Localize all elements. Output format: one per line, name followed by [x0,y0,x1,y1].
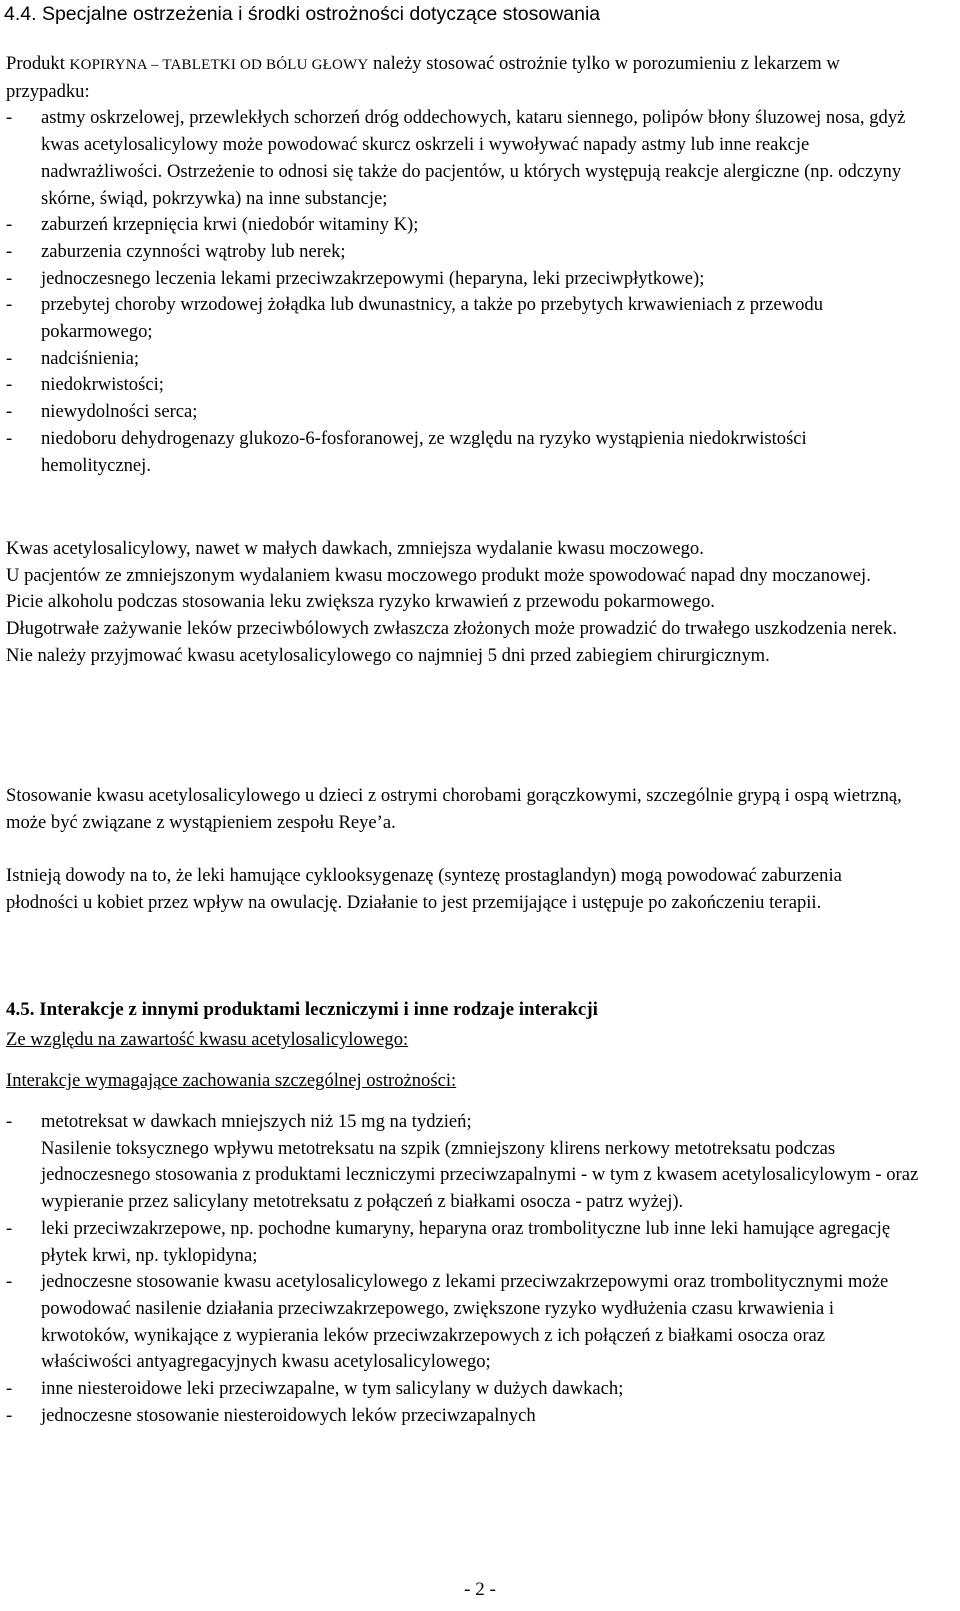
section-4-4-fertility-paragraph: Istnieją dowody na to, że leki hamujące cyklooksygenazę (syntezę prostaglandyn) mogą powodować zaburzenia płodności u kobiet przez wpływ na owulację. Działanie to jest przemijające i ustępuje po zakończeniu terapii. [6,865,842,913]
list-item: - leki przeciwzakrzepowe, np. pochodne kumaryny, heparyna oraz trombolityczne lub inne leki hamujące agregację płytek krwi, np. tyklopidyna; [6,1217,891,1266]
list-item: - zaburzeń krzepnięcia krwi (niedobór witaminy K); [6,214,419,236]
paragraph: Picie alkoholu podczas stosowania leku zwiększa ryzyko krwawień z przewodu pokarmowego. [6,591,715,613]
list-item: - nadciśnienia; [6,347,140,369]
section-4-4-paragraph-group [6,536,911,670]
paragraph: Kwas acetylosalicylowy, nawet w małych dawkach, zmniejsza wydalanie kwasu moczowego. [6,538,704,559]
section-4-4-heading: 4.4. Specjalne ostrzeżenia i środki ostrożności dotyczące stosowania [4,3,601,25]
list-item: - jednoczesne stosowanie niesteroidowych leków przeciwzapalnych [6,1404,536,1426]
page-number: - 2 - [464,1579,496,1600]
list-item: - niedoboru dehydrogenazy glukozo-6-fosforanowej, ze względu na ryzyko wystąpienia niedokrwistości hemolitycznej. [6,427,807,476]
list-item: - jednoczesnego leczenia lekami przeciwzakrzepowymi (heparyna, leki przeciwpłytkowe); [6,267,705,289]
section-4-4-intro: Produkt KOPIRYNA – TABLETKI OD BÓLU GŁOWY należy stosować ostrożnie tylko w porozumieniu z lekarzem w przypadku: [6,53,840,102]
section-4-5-subheading: Interakcje wymagające zachowania szczególnej ostrożności: [6,1070,457,1091]
paragraph: U pacjentów ze zmniejszonym wydalaniem kwasu moczowego produkt może spowodować napad dny moczanowej. [6,564,871,586]
list-item: - zaburzenia czynności wątroby lub nerek; [6,240,346,262]
list-item-detail: Nasilenie toksycznego wpływu metotreksatu na szpik (zmniejszony klirens nerkowy metotreksatu podczas jednoczesnego stosowania z produktami leczniczymi przeciwzapalnymi - w tym z kwasem acetylosalicylowym - oraz wypieranie przez salicylany metotreksatu z połączeń z białkami osocza - patrz wyżej). [41,1137,919,1213]
interactions-list [6,1109,936,1429]
paragraph: Długotrwałe zażywanie leków przeciwbólowych zwłaszcza złożonych może prowadzić do trwałego uszkodzenia nerek. [6,618,898,640]
section-4-5-subheading: Ze względu na zawartość kwasu acetylosalicylowego: [6,1029,409,1050]
list-item: - jednoczesne stosowanie kwasu acetylosalicylowego z lekami przeciwzakrzepowymi oraz trombolitycznymi może powodować nasilenie działania przeciwzakrzepowego, zwiększone ryzyko wydłużenia czasu krwawienia i krwotoków, wynikające z wypierania leków przeciwzakrzepowych z ich połączeń z białkami osocza oraz właściwości antyagregacyjnych kwasu acetylosalicylowego; [6,1271,889,1373]
list-item: - niedokrwistości; [6,374,164,396]
list-item: - przebytej choroby wrzodowej żołądka lub dwunastnicy, a także po przebytych krwawieniach z przewodu pokarmowego; [6,294,824,343]
list-item: - metotreksat w dawkach mniejszych niż 15 mg na tydzień; [6,1111,472,1132]
section-4-4-body [6,51,926,479]
product-name: KOPIRYNA – TABLETKI OD BÓLU GŁOWY [69,57,369,73]
list-item: - inne niesteroidowe leki przeciwzapalne, w tym salicylany w dużych dawkach; [6,1378,624,1400]
section-4-5-heading: 4.5. Interakcje z innymi produktami leczniczymi i inne rodzaje interakcji [6,999,598,1020]
list-item: - astmy oskrzelowej, przewlekłych schorzeń dróg oddechowych, kataru siennego, polipów błony śluzowej nosa, gdyż kwas acetylosalicylowy może powodować skurcz oskrzeli i wywoływać napady astmy lub inne reakcje nadwrażliwości. Ostrzeżenie to odnosi się także do pacjentów, u których występują reakcje alergiczne (np. odczyny skórne, świąd, pokrzywka) na inne substancje; [6,107,906,209]
paragraph: Nie należy przyjmować kwasu acetylosalicylowego co najmniej 5 dni przed zabiegiem chirurgicznym. [6,644,770,666]
list-item: - niewydolności serca; [6,401,198,423]
section-4-4-reye-paragraph: Stosowanie kwasu acetylosalicylowego u dzieci z ostrymi chorobami gorączkowymi, szczególnie grypą i ospą wietrzną, może być związane z wystąpieniem zespołu Reye’a. [6,785,902,833]
